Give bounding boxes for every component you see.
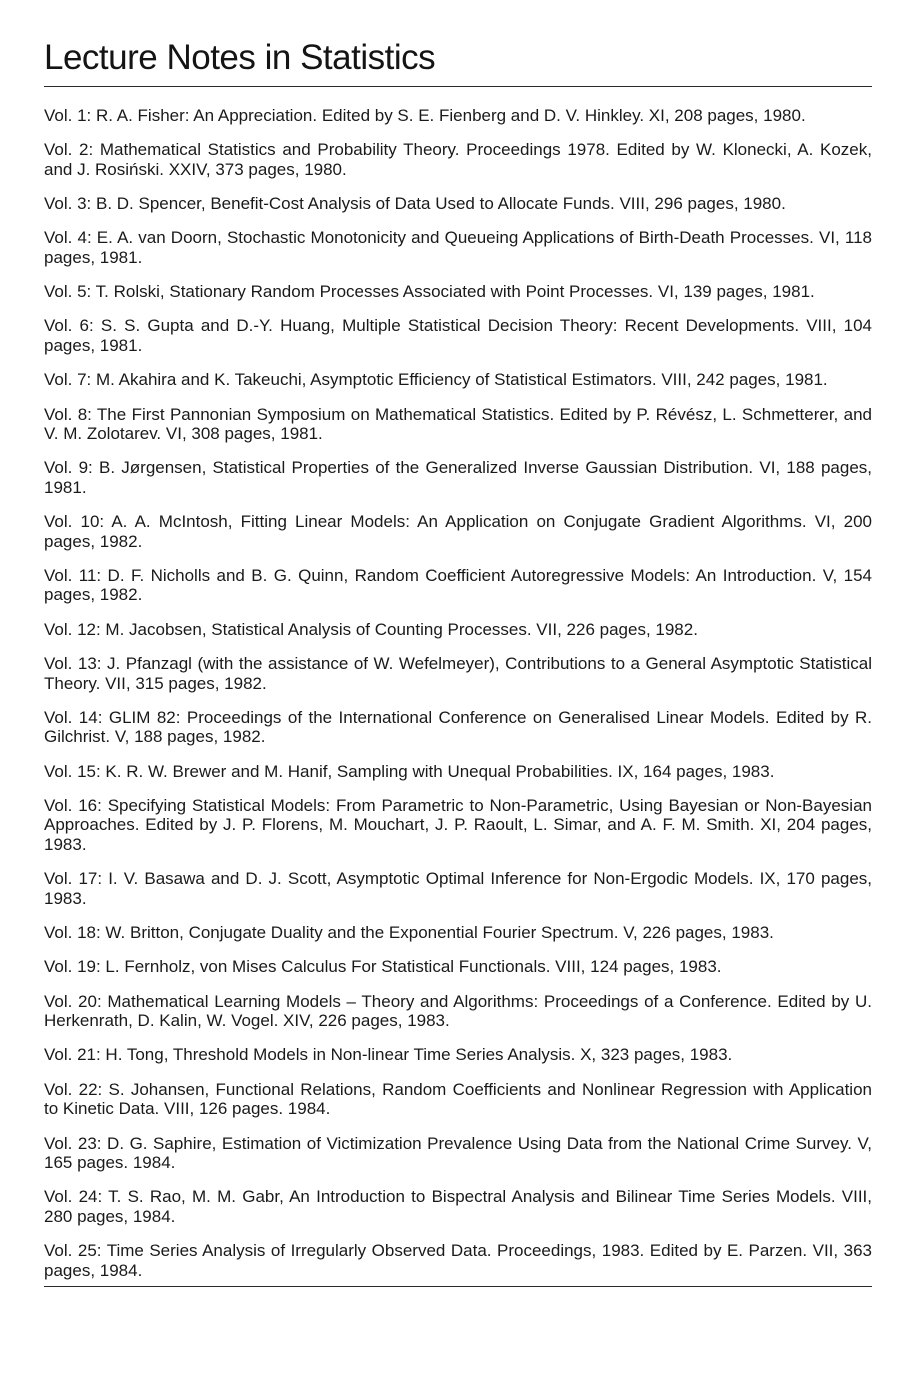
bottom-divider: [44, 1286, 872, 1287]
page-title: Lecture Notes in Statistics: [44, 38, 436, 77]
volume-entry: Vol. 23: D. G. Saphire, Estimation of Victimization Prevalence Using Data from the National Crime Survey. V, 165 pages. 1984.: [44, 1133, 872, 1173]
volume-entry: Vol. 22: S. Johansen, Functional Relations, Random Coefficients and Nonlinear Regression with Application to Kinetic Data. VIII, 126 pages. 1984.: [44, 1079, 872, 1119]
volume-entry: Vol. 16: Specifying Statistical Models: From Parametric to Non-Parametric, Using Bayesian or Non-Bayesian Approaches. Edited by J. P. Florens, M. Mouchart, J. P. Raoult, L. Simar, and A. F. M. Smith. XI, 204 pages, 1983.: [44, 795, 872, 854]
volume-entry: Vol. 20: Mathematical Learning Models – Theory and Algorithms: Proceedings of a Conference. Edited by U. Herkenrath, D. Kalin, W. Vogel. XIV, 226 pages, 1983.: [44, 991, 872, 1031]
volume-entry: Vol. 13: J. Pfanzagl (with the assistance of W. Wefelmeyer), Contributions to a General Asymptotic Statistical Theory. VII, 315 pages, 1982.: [44, 654, 872, 693]
volume-entry: Vol. 4: E. A. van Doorn, Stochastic Monotonicity and Queueing Applications of Birth-Death Processes. VI, 118 pages, 1981.: [44, 228, 872, 267]
volume-entry: Vol. 6: S. S. Gupta and D.-Y. Huang, Multiple Statistical Decision Theory: Recent Developments. VIII, 104 pages, 1981.: [44, 316, 872, 355]
volume-entry: Vol. 10: A. A. McIntosh, Fitting Linear Models: An Application on Conjugate Gradient Algorithms. VI, 200 pages, 1982.: [44, 512, 872, 551]
volume-entry: Vol. 24: T. S. Rao, M. M. Gabr, An Introduction to Bispectral Analysis and Bilinear Time Series Models. VIII, 280 pages, 1984.: [44, 1187, 872, 1226]
volume-list: [44, 106, 872, 1280]
volume-entry: Vol. 1: R. A. Fisher: An Appreciation. Edited by S. E. Fienberg and D. V. Hinkley. XI, 208 pages, 1980.: [44, 106, 806, 125]
volume-entry: Vol. 12: M. Jacobsen, Statistical Analysis of Counting Processes. VII, 226 pages, 1982.: [44, 619, 698, 639]
volume-entry: Vol. 8: The First Pannonian Symposium on Mathematical Statistics. Edited by P. Révész, L. Schmetterer, and V. M. Zolotarev. VI, 308 pages, 1981.: [44, 404, 872, 444]
volume-entry: Vol. 25: Time Series Analysis of Irregularly Observed Data. Proceedings, 1983. Edited by E. Parzen. VII, 363 pages, 1984.: [44, 1241, 872, 1280]
page-content: [44, 36, 872, 1287]
volume-entry: Vol. 11: D. F. Nicholls and B. G. Quinn, Random Coefficient Autoregressive Models: An Introduction. V, 154 pages, 1982.: [44, 565, 872, 605]
volume-entry: Vol. 3: B. D. Spencer, Benefit-Cost Analysis of Data Used to Allocate Funds. VIII, 296 pages, 1980.: [44, 194, 786, 214]
volume-entry: Vol. 21: H. Tong, Threshold Models in Non-linear Time Series Analysis. X, 323 pages, 1983.: [44, 1045, 733, 1065]
volume-entry: Vol. 7: M. Akahira and K. Takeuchi, Asymptotic Efficiency of Statistical Estimators. VIII, 242 pages, 1981.: [44, 370, 828, 390]
volume-entry: Vol. 14: GLIM 82: Proceedings of the International Conference on Generalised Linear Models. Edited by R. Gilchrist. V, 188 pages, 1982.: [44, 707, 872, 747]
volume-entry: Vol. 19: L. Fernholz, von Mises Calculus For Statistical Functionals. VIII, 124 pages, 1983.: [44, 957, 722, 977]
volume-entry: Vol. 15: K. R. W. Brewer and M. Hanif, Sampling with Unequal Probabilities. IX, 164 pages, 1983.: [44, 761, 775, 781]
volume-entry: Vol. 9: B. Jørgensen, Statistical Properties of the Generalized Inverse Gaussian Distribution. VI, 188 pages, 1981.: [44, 458, 872, 497]
volume-entry: Vol. 2: Mathematical Statistics and Probability Theory. Proceedings 1978. Edited by W. Klonecki, A. Kozek, and J. Rosiński. XXIV, 373 pages, 1980.: [44, 140, 872, 179]
volume-entry: Vol. 18: W. Britton, Conjugate Duality and the Exponential Fourier Spectrum. V, 226 pages, 1983.: [44, 923, 774, 943]
volume-entry: Vol. 5: T. Rolski, Stationary Random Processes Associated with Point Processes. VI, 139 pages, 1981.: [44, 282, 815, 302]
top-divider: [44, 86, 872, 87]
volume-entry: Vol. 17: I. V. Basawa and D. J. Scott, Asymptotic Optimal Inference for Non-Ergodic Models. IX, 170 pages, 1983.: [44, 869, 872, 908]
